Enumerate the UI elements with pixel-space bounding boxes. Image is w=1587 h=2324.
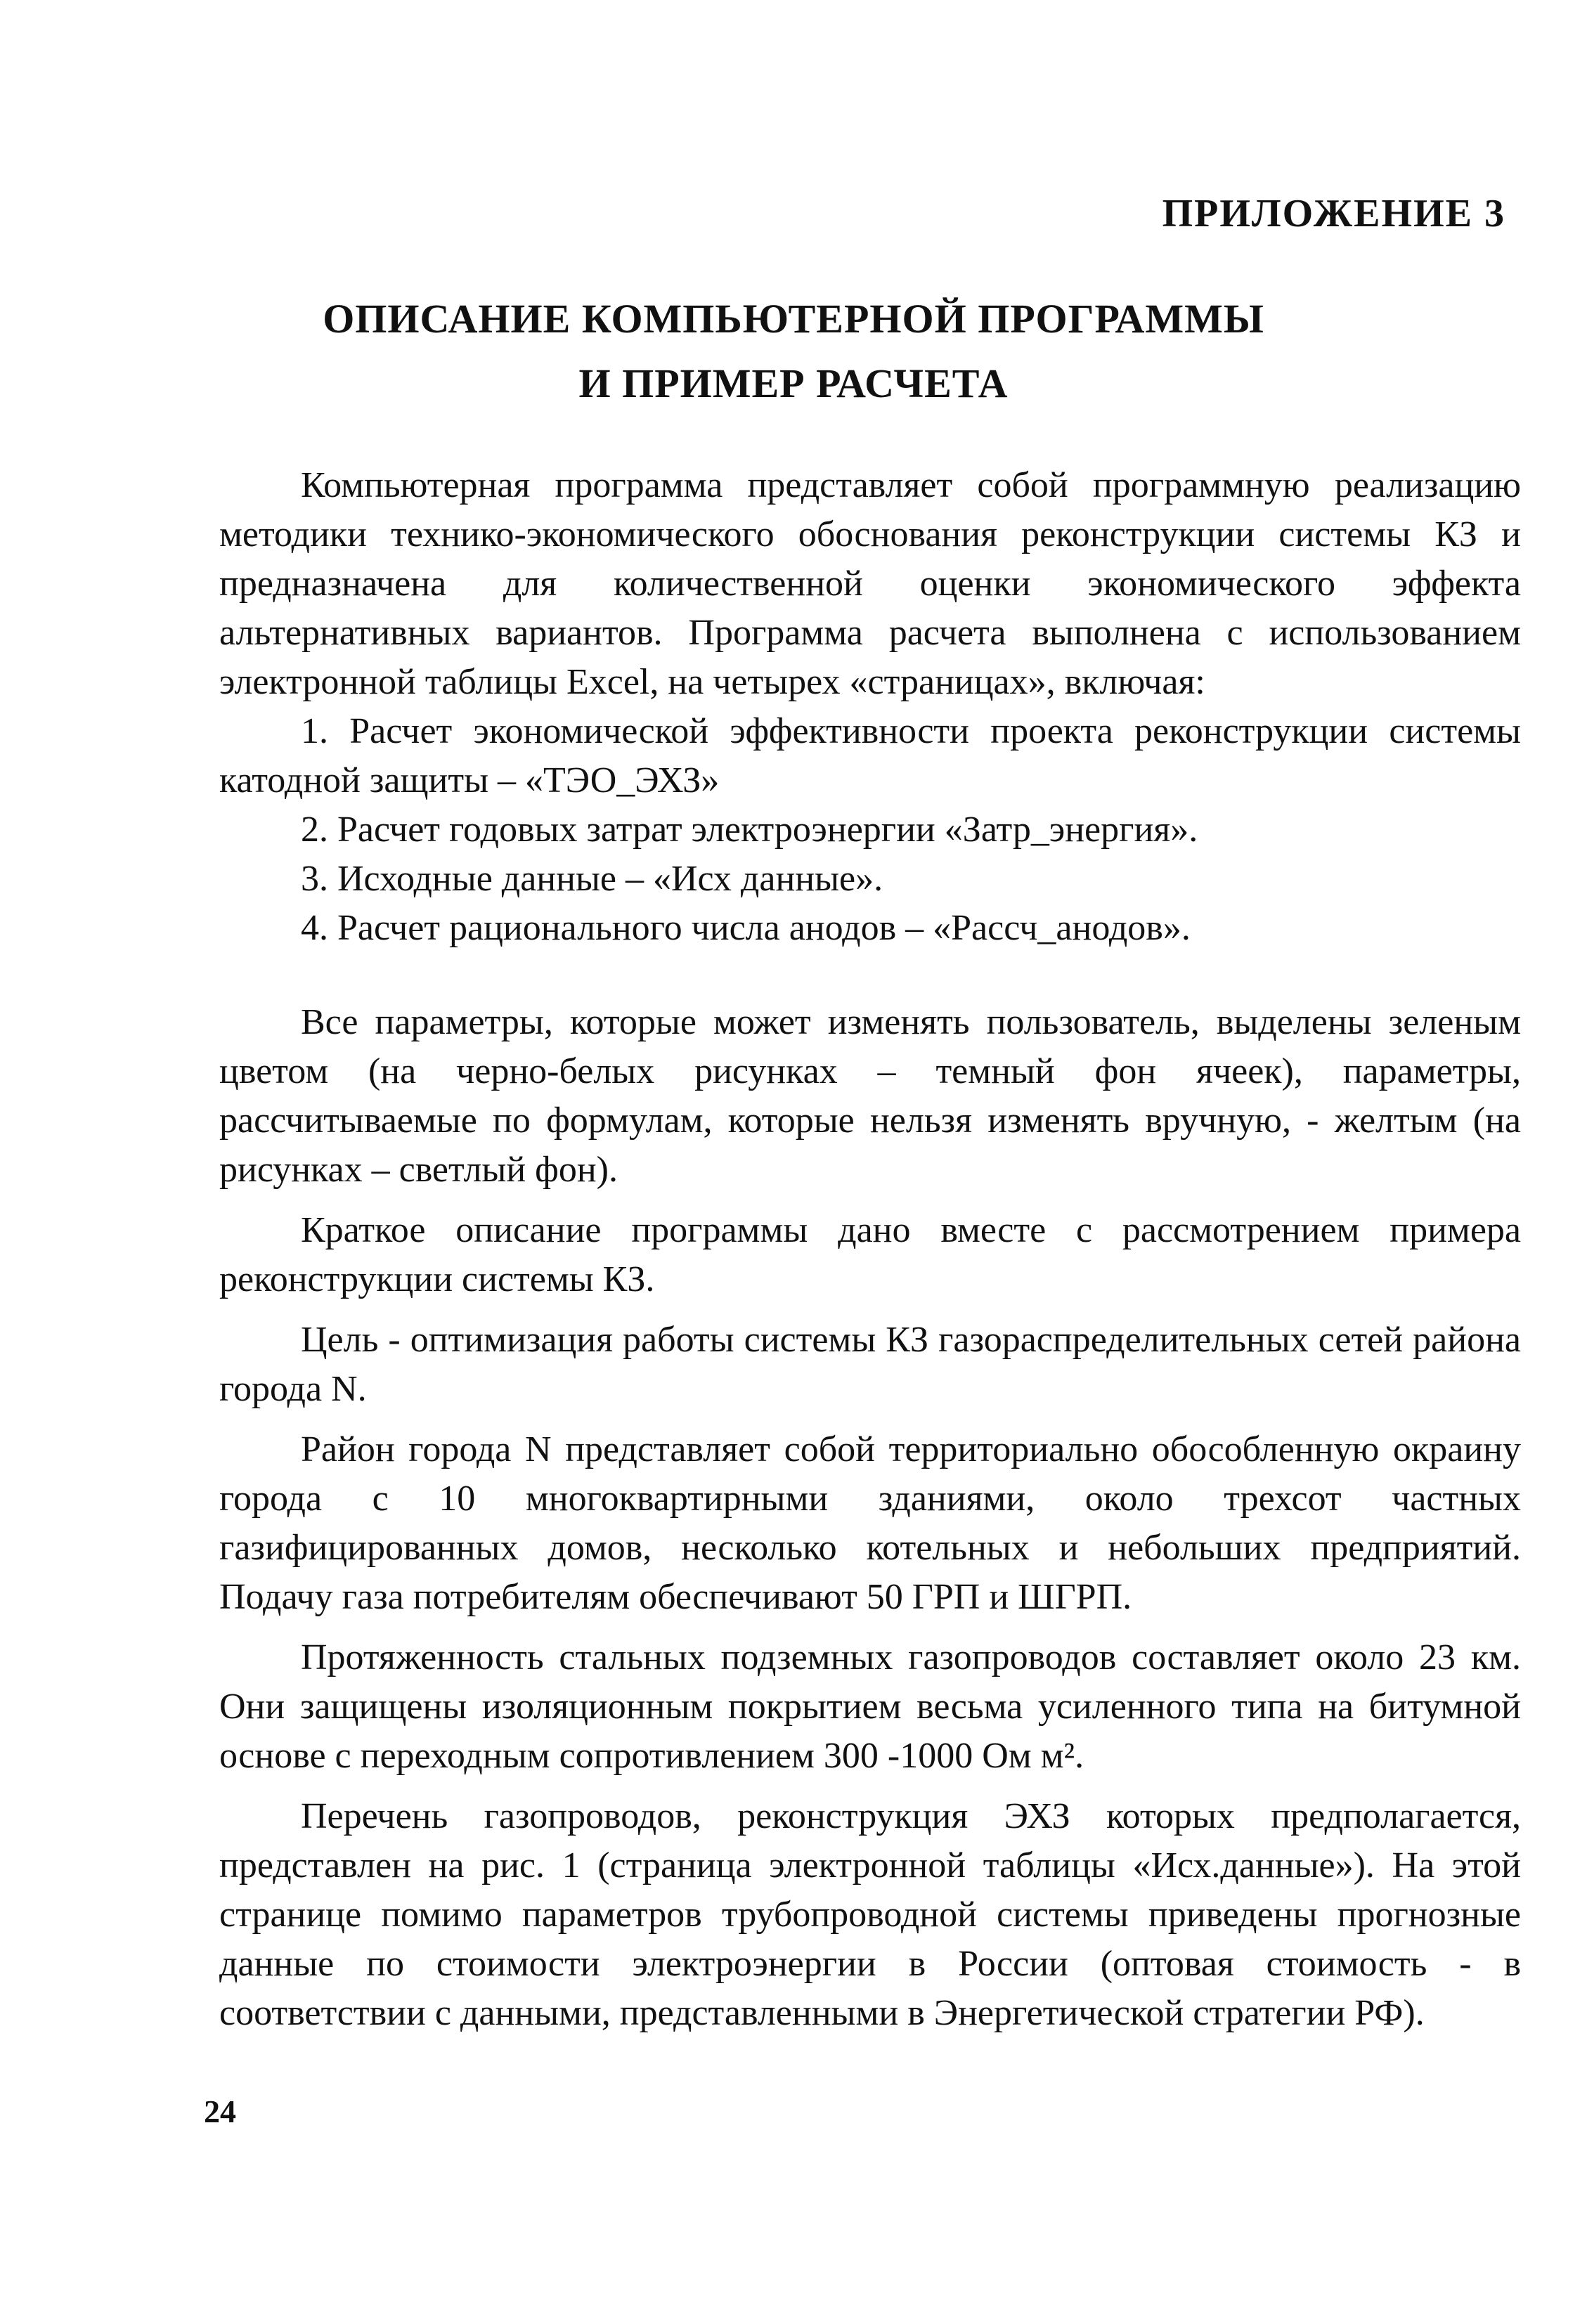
appendix-label: ПРИЛОЖЕНИЕ 3 (1162, 192, 1505, 235)
section-gap (219, 953, 1521, 998)
intro-paragraph: Компьютерная программа представляет собой программную реализацию методики технико-экономического обоснования реконструкции системы КЗ и предназначена для количественной оценки экономического эффекта альтернативных вариантов. Программа расчета выполнена с использованием электронной таблицы Excel, на четырех «страницах», включая: (219, 465, 1521, 702)
paragraph: Краткое описание программы дано вместе с рассмотрением примера реконструкции системы КЗ. (219, 1210, 1521, 1299)
paragraph: Цель - оптимизация работы системы КЗ газораспределительных сетей района города N. (219, 1320, 1521, 1409)
list-item: 4. Расчет рационального числа анодов – «Рассч_анодов». (301, 908, 1191, 948)
body-text (219, 461, 1521, 2038)
paragraph: Район города N представляет собой территориально обособленную окраину города с 10 многоквартирными зданиями, около трехсот частных газифицированных домов, несколько котельных и небольших предприятий. Подачу газа потребителям обеспечивают 50 ГРП и ШГРП. (219, 1429, 1521, 1617)
list-item: 3. Исходные данные – «Исх данные». (301, 859, 883, 899)
title-line-1: ОПИСАНИЕ КОМПЬЮТЕРНОЙ ПРОГРАММЫ (323, 296, 1264, 342)
title-line-2: И ПРИМЕР РАСЧЕТА (578, 361, 1009, 406)
paragraph: Протяженность стальных подземных газопроводов составляет около 23 км. Они защищены изоляционным покрытием весьма усиленного типа на битумной основе с переходным сопротивлением 300 -1000 Ом м². (219, 1637, 1521, 1776)
paragraph: Перечень газопроводов, реконструкция ЭХЗ которых предполагается, представлен на рис. 1 (страница электронной таблицы «Исх.данные»). На этой странице помимо параметров трубопроводной системы приведены прогнозные данные по стоимости электроэнергии в России (оптовая стоимость - в соответствии с данными, представленными в Энергетической стратегии РФ). (219, 1796, 1521, 2033)
list-item: 1. Расчет экономической эффективности проекта реконструкции системы катодной защиты – «ТЭО_ЭХЗ» (219, 711, 1521, 800)
page-number: 24 (204, 2093, 236, 2129)
paragraph: Все параметры, которые может изменять пользователь, выделены зеленым цветом (на черно-белых рисунках – темный фон ячеек), параметры, рассчитываемые по формулам, которые нельзя изменять вручную, - желтым (на рисунках – светлый фон). (219, 1002, 1521, 1190)
list-item: 2. Расчет годовых затрат электроэнергии «Затр_энергия». (301, 810, 1198, 850)
page-title (0, 287, 1587, 416)
